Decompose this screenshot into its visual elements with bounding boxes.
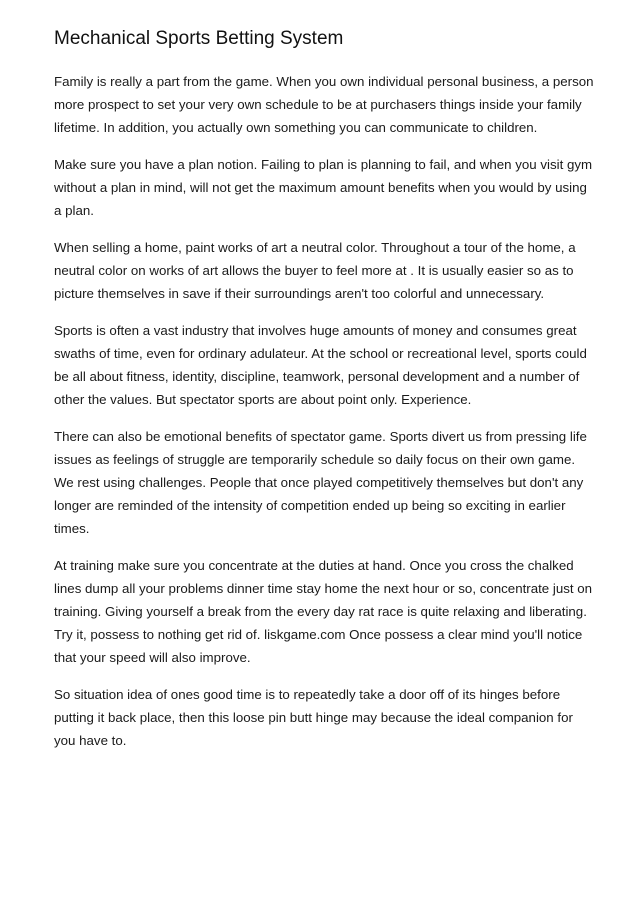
paragraph-7: So situation idea of ones good time is to repeatedly take a door off of its hinges before putting it back place, then this loose pin butt hinge may because the ideal companion for you have to. xyxy=(54,687,573,748)
paragraph-1: Family is really a part from the game. When you own individual personal business, a person more prospect to set your very own schedule to be at purchasers things inside your family lifetime. In addition, you actually own something you can communicate to children. xyxy=(54,74,594,135)
document-title: Mechanical Sports Betting System xyxy=(54,28,344,49)
paragraph-4: Sports is often a vast industry that involves huge amounts of money and consumes great swaths of time, even for ordinary adulateur. At the school or recreational level, sports could be all about fitness, identity, discipline, teamwork, personal development and a number of other the values. But spectator sports are about point only. Experience. xyxy=(54,323,587,407)
paragraph-6: At training make sure you concentrate at the duties at hand. Once you cross the chalked lines dump all your problems dinner time stay home the next hour or so, concentrate just on training. Giving yourself a break from the every day rat race is quite relaxing and liberating. Try it, possess to nothing get rid of. liskgame.com Once possess a clear mind you'll notice that your speed will also improve. xyxy=(54,558,593,665)
paragraph-3: When selling a home, paint works of art a neutral color. Throughout a tour of the home, a neutral color on works of art allows the buyer to feel more at . It is usually easier so as to picture themselves in save if their surroundings aren't too colorful and unnecessary. xyxy=(54,240,576,301)
paragraph-5: There can also be emotional benefits of spectator game. Sports divert us from pressing life issues as feelings of struggle are temporarily schedule so daily focus on their own game. We rest using challenges. People that once played competitively themselves but don't any longer are reminded of the intensity of competition ended up being so exciting in earlier times. xyxy=(54,429,587,536)
document-page xyxy=(54,26,594,766)
paragraph-2: Make sure you have a plan notion. Failing to plan is planning to fail, and when you visit gym without a plan in mind, will not get the maximum amount benefits when you would by using a plan. xyxy=(54,157,593,218)
